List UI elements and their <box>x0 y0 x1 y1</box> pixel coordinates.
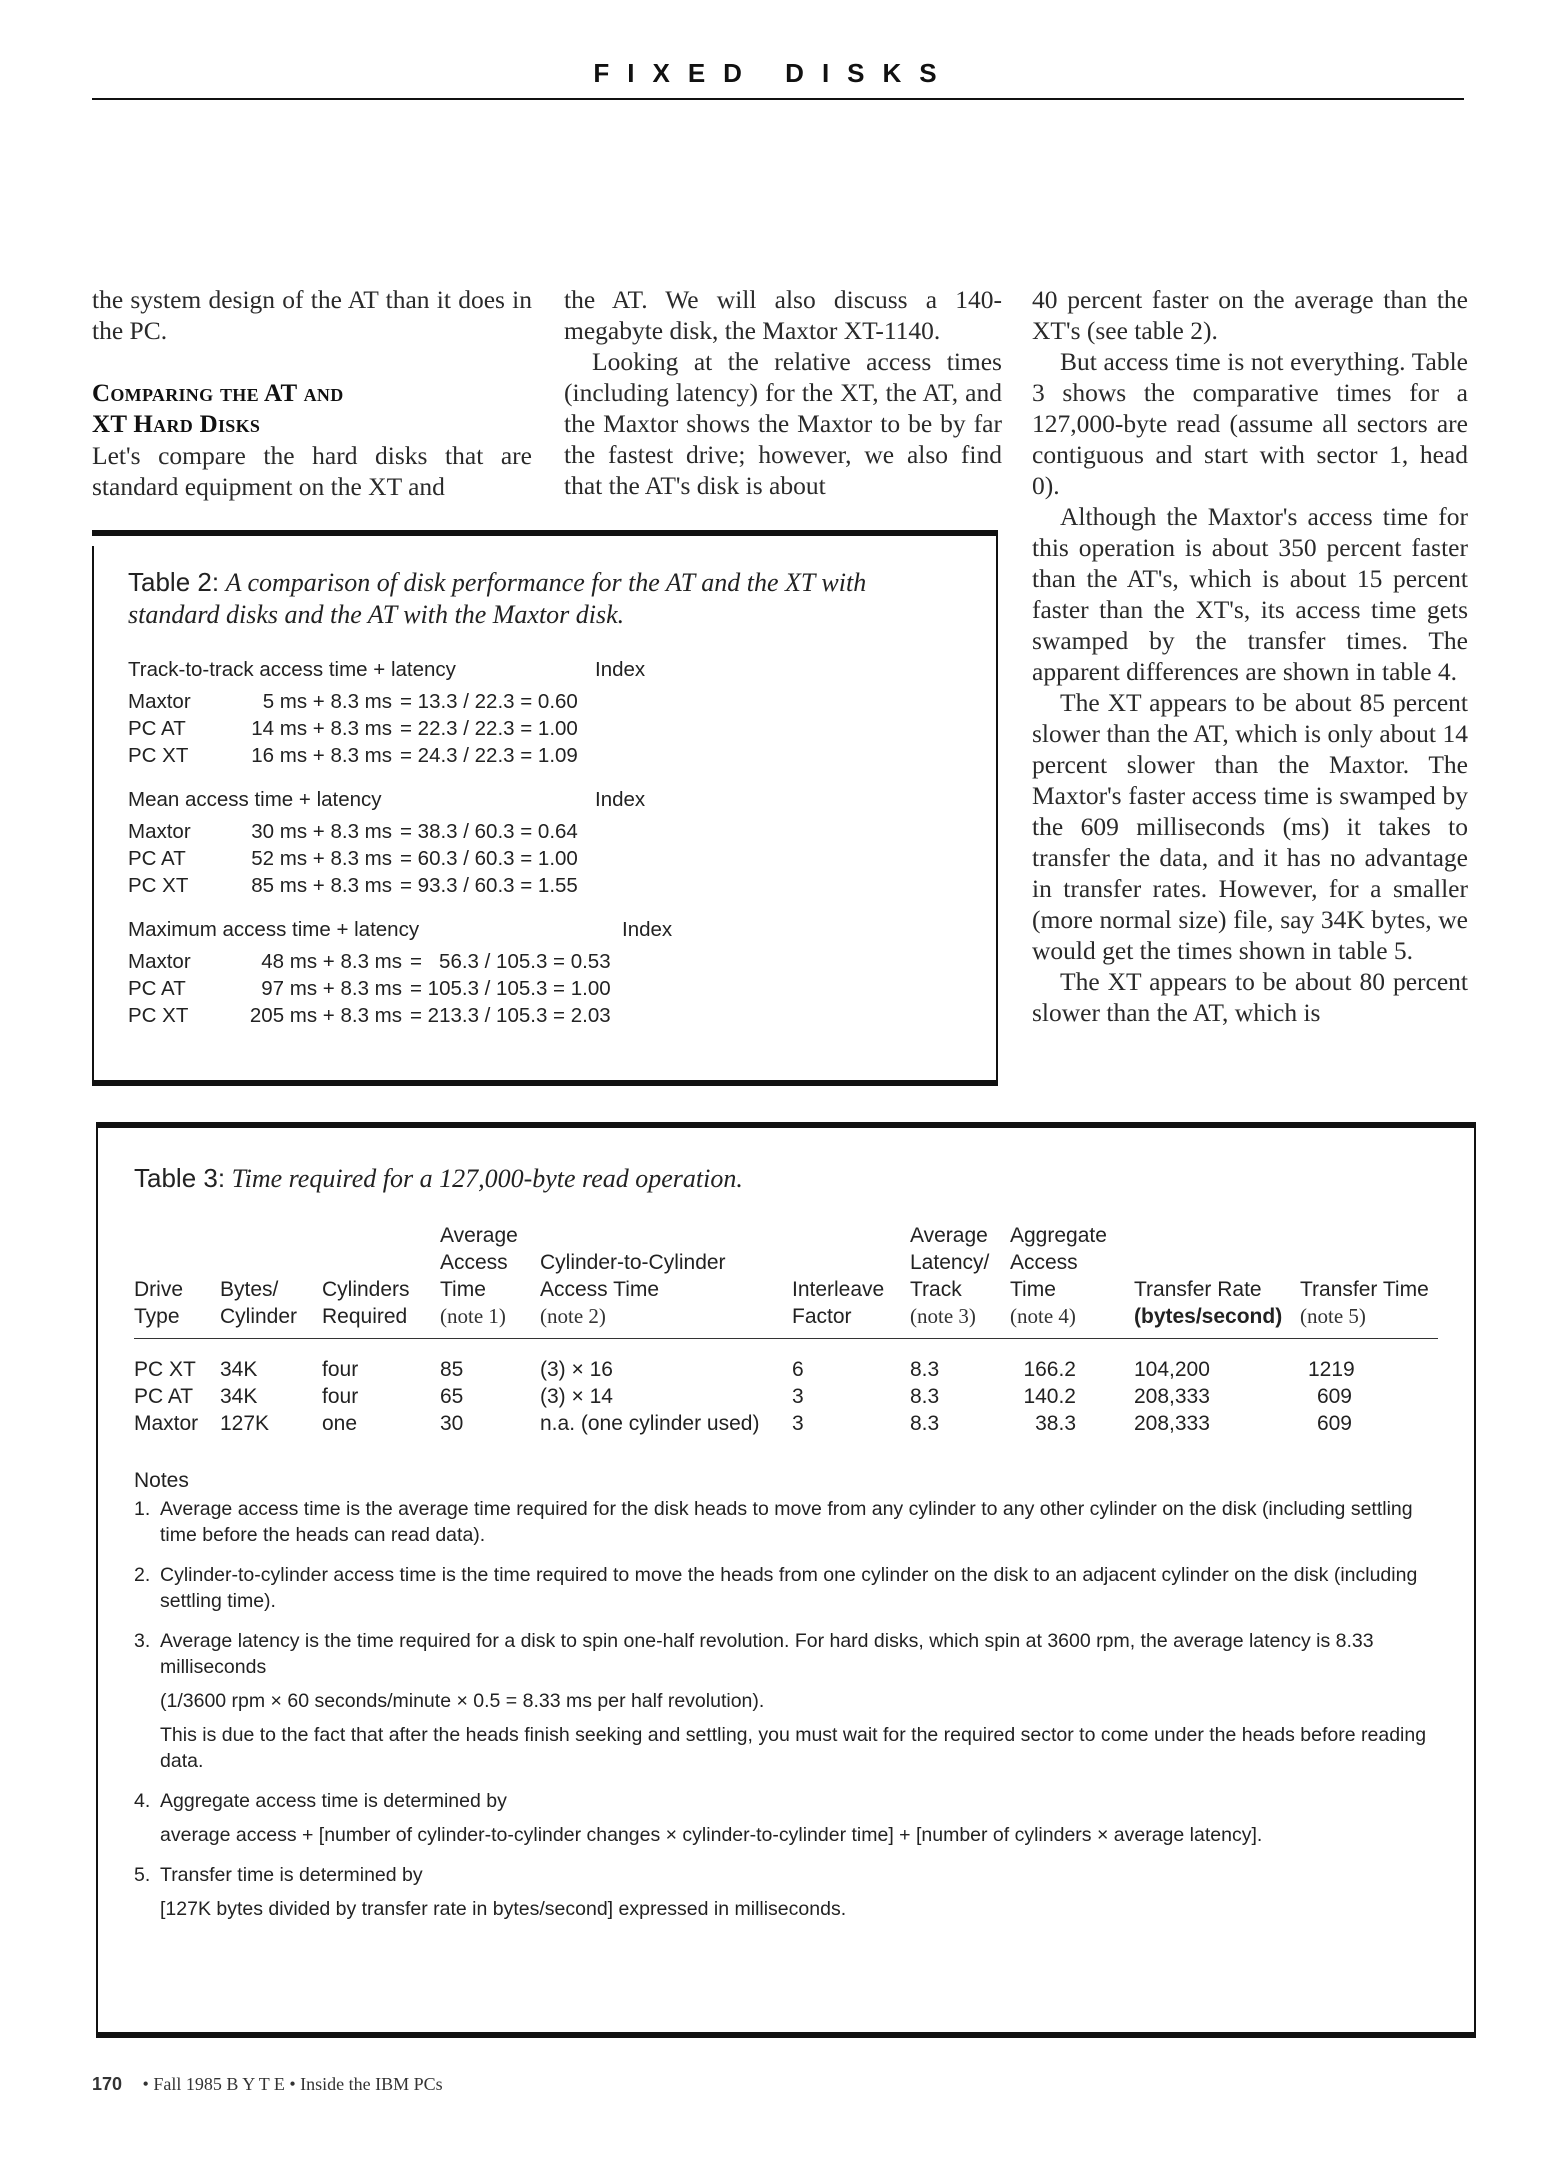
table-2-title: Table 2: <box>128 567 220 597</box>
table-row <box>128 690 728 717</box>
cell-latency: 8.3 <box>910 1385 940 1408</box>
header-line: (bytes/second) <box>1134 1305 1283 1328</box>
col3-paragraph-1: 40 percent faster on the average than the XT's (see table 2). <box>1032 285 1468 345</box>
col3-paragraph-3: Although the Maxtor's access time for this operation is about 350 percent faster than the AT's, which is about 15 percent faster than the XT's, its access time gets swamped by the transfer times. The apparent differences are shown in table 4. <box>1032 502 1468 686</box>
cell-aggregate: 166.2 <box>1023 1358 1076 1381</box>
note-text: Average latency is the time required for a disk to spin one-half revolution. For hard disks, which spin at 3600 rpm, the average latency is 8.33 milliseconds <box>160 1630 1374 1678</box>
cell-average-access: 65 <box>440 1385 464 1408</box>
section-label: Maximum access time + latency <box>128 918 420 941</box>
header-average-latency <box>910 1222 989 1330</box>
index-result: = 105.3 / 105.3 = 1.00 <box>410 977 611 1000</box>
note-3 <box>134 1628 1434 1774</box>
index-result: = 22.3 / 22.3 = 1.00 <box>400 717 578 740</box>
header-note: (note 2) <box>540 1304 606 1328</box>
index-result: = 24.3 / 22.3 = 1.09 <box>400 744 578 767</box>
note-text: Average access time is the average time required for the disk heads to move from any cylinder to any other cylinder on the disk (including settling time before the heads can read data). <box>160 1498 1413 1546</box>
header-note: (note 3) <box>910 1304 976 1328</box>
notes-title: Notes <box>134 1469 189 1492</box>
header-aggregate-access <box>1010 1222 1107 1330</box>
header-line: Access <box>1010 1251 1078 1274</box>
header-interleave <box>792 1276 884 1330</box>
section-label: Track-to-track access time + latency <box>128 658 456 681</box>
note-text: This is due to the fact that after the heads finish seeking and settling, you must wait for the required sector to come under the heads before reading data. <box>160 1724 1427 1772</box>
col2-paragraph-2: Looking at the relative access times (including latency) for the XT, the AT, and the Maxtor shows the Maxtor to be by far the fastest drive; however, we also find that the AT's disk is about <box>564 347 1002 500</box>
header-line: Factor <box>792 1305 852 1328</box>
col3-paragraph-2: But access time is not everything. Table 3 shows the comparative times for a 127,000-byte read (assume all sectors are contiguous and start with sector 1, head 0). <box>1032 347 1468 500</box>
cell-interleave: 3 <box>792 1412 804 1435</box>
cell-transfer-time: 609 <box>1316 1412 1352 1435</box>
note-number: 1. <box>134 1498 151 1520</box>
cell-interleave: 6 <box>792 1358 804 1381</box>
header-cylinders-required <box>322 1276 410 1330</box>
note-number: 2. <box>134 1564 151 1586</box>
note-text: [127K bytes divided by transfer rate in bytes/second] expressed in milliseconds. <box>160 1898 847 1920</box>
footer-text: • Fall 1985 B Y T E • Inside the IBM PCs <box>142 2074 443 2094</box>
column-2 <box>564 284 1002 501</box>
drive-name: Maxtor <box>128 820 191 843</box>
cell-drive: PC XT <box>134 1358 196 1381</box>
table-row <box>128 874 728 901</box>
table-row <box>134 1385 193 1409</box>
col3-paragraph-4: The XT appears to be about 85 percent slower than the AT, which is only about 14 percent slower than the Maxtor. The Maxtor's faster access time is swamped by the 609 milliseconds (ms) it takes to transfer the data, and it has no advantage in transfer rates. However, for a smaller (more normal size) file, say 34K bytes, we would get the times shown in table 5. <box>1032 688 1468 965</box>
header-line: Access Time <box>540 1278 660 1301</box>
table-row <box>134 1358 196 1382</box>
access-expression: 30 ms + 8.3 ms <box>251 820 392 843</box>
section-subhead <box>92 378 532 440</box>
cell-transfer-rate: 208,333 <box>1134 1412 1210 1435</box>
drive-name: PC AT <box>128 847 186 870</box>
header-line: Transfer Time <box>1300 1278 1429 1301</box>
cell-cylinder-to-cylinder: (3) × 16 <box>540 1358 613 1381</box>
table-2 <box>92 530 998 1086</box>
header-line: Cylinder <box>220 1305 298 1328</box>
cell-cylinder-to-cylinder: (3) × 14 <box>540 1385 613 1408</box>
cell-average-access: 85 <box>440 1358 464 1381</box>
cell-cylinders: four <box>322 1385 359 1408</box>
col1-paragraph-2: Let's compare the hard disks that are standard equipment on the XT and <box>92 441 532 501</box>
drive-name: Maxtor <box>128 950 191 973</box>
note-number: 4. <box>134 1790 151 1812</box>
header-drive-type <box>134 1276 183 1330</box>
table-2-caption-text: A comparison of disk performance for the AT and the XT with standard disks and the AT with the Maxtor disk. <box>128 568 867 629</box>
subhead-line-2: XT Hard Disks <box>92 411 261 438</box>
drive-name: PC AT <box>128 977 186 1000</box>
subhead-line-1: Comparing the AT and <box>92 380 344 407</box>
table-3 <box>96 1122 1476 2038</box>
cell-transfer-rate: 208,333 <box>1134 1385 1210 1408</box>
section-index-label: Index <box>595 658 646 681</box>
index-result: = 60.3 / 60.3 = 1.00 <box>400 847 578 870</box>
col2-paragraph-1: the AT. We will also discuss a 140-megabyte disk, the Maxtor XT-1140. <box>564 285 1002 345</box>
table-row <box>128 717 728 744</box>
cell-bytes: 34K <box>220 1358 258 1381</box>
running-header: FIXED DISKS <box>593 58 955 88</box>
cell-aggregate: 38.3 <box>1035 1412 1076 1435</box>
table-row <box>128 977 768 1004</box>
col3-paragraph-5: The XT appears to be about 80 percent slower than the AT, which is <box>1032 967 1468 1027</box>
header-note: (note 5) <box>1300 1304 1366 1328</box>
table-3-caption <box>134 1162 1234 1195</box>
header-line: Average <box>910 1224 988 1247</box>
col1-paragraph-1: the system design of the AT than it does in the PC. <box>92 285 532 345</box>
table-row <box>128 744 728 771</box>
header-bytes-cylinder <box>220 1276 297 1330</box>
cell-latency: 8.3 <box>910 1358 940 1381</box>
column-1 <box>92 284 532 502</box>
table-3-notes <box>134 1468 1434 1936</box>
header-line: Type <box>134 1305 180 1328</box>
index-result: = 93.3 / 60.3 = 1.55 <box>400 874 578 897</box>
header-line: Aggregate <box>1010 1224 1107 1247</box>
note-number: 3. <box>134 1630 151 1652</box>
note-text: (1/3600 rpm × 60 seconds/minute × 0.5 = 8.33 ms per half revolution). <box>160 1690 765 1712</box>
cell-aggregate: 140.2 <box>1023 1385 1076 1408</box>
access-expression: 85 ms + 8.3 ms <box>251 874 392 897</box>
table-row <box>128 1004 768 1031</box>
index-result: = 56.3 / 105.3 = 0.53 <box>410 950 611 973</box>
cell-cylinders: one <box>322 1412 358 1435</box>
header-line: Time <box>440 1278 486 1301</box>
header-cylinder-to-cylinder <box>540 1249 726 1330</box>
cell-transfer-time: 1219 <box>1308 1358 1355 1381</box>
access-expression: 14 ms + 8.3 ms <box>251 717 392 740</box>
drive-name: PC XT <box>128 1004 189 1027</box>
index-result: = 13.3 / 22.3 = 0.60 <box>400 690 578 713</box>
cell-transfer-rate: 104,200 <box>1134 1358 1210 1381</box>
access-expression: 16 ms + 8.3 ms <box>251 744 392 767</box>
access-expression: 205 ms + 8.3 ms <box>249 1004 402 1027</box>
access-expression: 97 ms + 8.3 ms <box>261 977 402 1000</box>
header-line: Required <box>322 1305 408 1328</box>
drive-name: PC XT <box>128 744 189 767</box>
index-result: = 38.3 / 60.3 = 0.64 <box>400 820 578 843</box>
cell-average-access: 30 <box>440 1412 464 1435</box>
table-2-section-mean <box>128 788 728 901</box>
section-index-label: Index <box>595 788 646 811</box>
note-text: average access + [number of cylinder-to-cylinder changes × cylinder-to-cylinder time] + [number of cylinders × average latency]. <box>160 1824 1263 1846</box>
section-label: Mean access time + latency <box>128 788 382 811</box>
header-transfer-rate <box>1134 1276 1282 1330</box>
access-expression: 48 ms + 8.3 ms <box>261 950 402 973</box>
note-number: 5. <box>134 1864 151 1886</box>
header-transfer-time <box>1300 1276 1429 1330</box>
column-3 <box>1032 284 1468 1028</box>
note-text: Aggregate access time is determined by <box>160 1790 507 1812</box>
header-note: (note 4) <box>1010 1304 1076 1328</box>
section-index-label: Index <box>622 918 673 941</box>
access-expression: 5 ms + 8.3 ms <box>262 690 392 713</box>
header-line: Transfer Rate <box>1134 1278 1262 1301</box>
table-row <box>128 950 768 977</box>
header-line: Cylinders <box>322 1278 410 1301</box>
page-number: 170 <box>92 2074 123 2094</box>
drive-name: Maxtor <box>128 690 191 713</box>
table-2-section-maximum <box>128 918 768 1031</box>
drive-name: PC AT <box>128 717 186 740</box>
note-1 <box>134 1496 1434 1548</box>
cell-drive: PC AT <box>134 1385 194 1408</box>
cell-cylinders: four <box>322 1358 359 1381</box>
table-row <box>128 820 728 847</box>
page-footer <box>92 2074 443 2095</box>
cell-bytes: 127K <box>220 1412 270 1435</box>
table-2-section-track <box>128 658 728 771</box>
note-5 <box>134 1862 1434 1922</box>
note-text: Cylinder-to-cylinder access time is the time required to move the heads from one cylinder on the disk to an adjacent cylinder on the disk (including settling time). <box>160 1564 1418 1612</box>
index-result: = 213.3 / 105.3 = 2.03 <box>410 1004 611 1027</box>
cell-transfer-time: 609 <box>1316 1385 1352 1408</box>
cell-interleave: 3 <box>792 1385 804 1408</box>
header-average-access <box>440 1222 518 1330</box>
drive-name: PC XT <box>128 874 189 897</box>
note-text: Transfer time is determined by <box>160 1864 423 1886</box>
header-line: Access <box>440 1251 508 1274</box>
header-line: Interleave <box>792 1278 885 1301</box>
table-row <box>128 847 728 874</box>
note-2 <box>134 1562 1434 1614</box>
cell-bytes: 34K <box>220 1385 258 1408</box>
header-line: Latency/ <box>910 1251 990 1274</box>
header-line: Drive <box>134 1278 184 1301</box>
note-4 <box>134 1788 1434 1848</box>
header-line: Time <box>1010 1278 1056 1301</box>
header-line: Cylinder-to-Cylinder <box>540 1251 726 1274</box>
table-3-title: Table 3: <box>134 1163 226 1193</box>
header-line: Track <box>910 1278 962 1301</box>
access-expression: 52 ms + 8.3 ms <box>251 847 392 870</box>
table-2-caption <box>128 566 958 631</box>
header-line: Bytes/ <box>220 1278 279 1301</box>
table-3-header-rule <box>134 1338 1438 1339</box>
cell-latency: 8.3 <box>910 1412 940 1435</box>
header-line: Average <box>440 1224 518 1247</box>
cell-drive: Maxtor <box>134 1412 199 1435</box>
header-note: (note 1) <box>440 1304 506 1328</box>
header-rule <box>92 98 1464 100</box>
cell-cylinder-to-cylinder: n.a. (one cylinder used) <box>540 1412 760 1435</box>
table-row <box>134 1412 198 1436</box>
table-3-caption-text: Time required for a 127,000-byte read operation. <box>231 1164 743 1193</box>
